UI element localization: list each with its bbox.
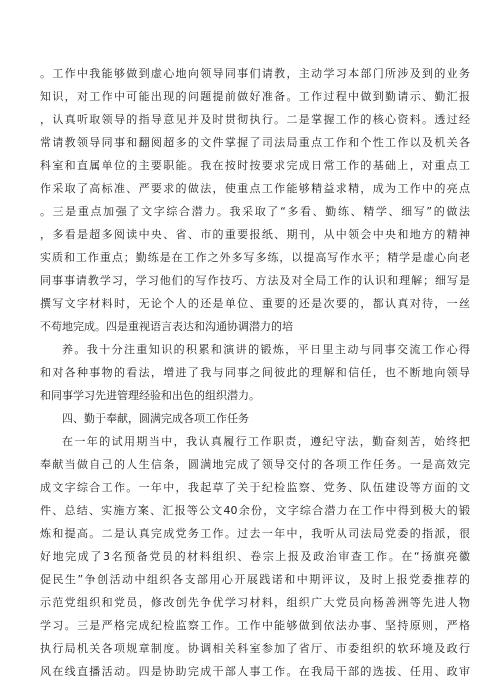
text-line: 实质和工作重点；勤练是在工作之外多写多练，以提高写作水平；精学是虚心向老 [40,251,470,264]
text-line: 件、总结、实施方案、汇报等公文40余份，文字综合潜力在工作中得到极大的锻 [40,504,470,517]
text-line: 养。我十分注重知识的积累和演讲的锻炼，平日里主动与同事交流工作心得 [62,343,470,356]
text-line: 科室和直属单位的主要职能。我在按时按要求完成日常工作的基础上，对重点工 [40,159,470,172]
text-line: 四、勤于奉献，圆满完成各项工作任务 [62,412,249,425]
text-line: 不苟地完成。四是重视语言表达和沟通协调潜力的培 [40,320,293,333]
text-line: 在一年的试用期当中，我认真履行工作职责，遵纪守法，勤奋刻苦，始终把 [62,435,470,448]
text-line: 知识，对工作中可能出现的问题提前做好准备。工作过程中做到勤请示、勤汇报 [40,90,470,103]
text-line: 奉献当做自己的人生信条，圆满地完成了领导交付的各项工作任务。一是高效完 [40,458,470,471]
text-line: 。工作中我能够做到虚心地向领导同事们请教，主动学习本部门所涉及到的业务 [40,67,470,80]
text-line: ，认真听取领导的指导意见并及时贯彻执行。二是掌握工作的核心资料。透过经 [40,113,470,126]
text-line: 成文字综合工作。一年中，我起草了关于纪检监察、党务、队伍建设等方面的文 [40,481,470,494]
text-line: 风在线直播活动。四是协助完成干部人事工作。在我局干部的选拔、任用、政审 [40,665,470,678]
text-line: 执行局机关各项规章制度。协调相关科室参加了省厅、市委组织的软环境及政行 [40,642,470,655]
text-line: 好地完成了3名预备党员的材料组织、卷宗上报及政治审查工作。在“扬旗亮徽 [40,550,470,563]
text-line: 撰写文字材料时，无论个人的还是单位、重要的还是次要的，都认真对待，一丝 [40,297,470,310]
text-line: ，多看是超多阅读中央、省、市的重要报纸、期刊，从中领会中央和地方的精神 [40,228,470,241]
text-line: 作采取了高标准、严要求的做法，使重点工作能够精益求精，成为工作中的亮点 [40,182,470,195]
text-line: 促民生”争创活动中组织各支部用心开展践诺和中期评议，及时上报党委推荐的 [40,573,470,586]
text-line: 学习。三是严格完成纪检监察工作。工作中能够做到依法办事、坚持原则，严格 [40,619,470,632]
text-line: 和对各种事物的看法，增进了我与同事之间彼此的理解和信任，也不断地向领导 [40,366,470,379]
text-line: 。三是重点加强了文字综合潜力。我采取了“多看、勤练、精学、细写”的做法 [40,205,470,218]
text-line: 常请教领导同事和翻阅超多的文件掌握了司法局重点工作和个性工作以及机关各 [40,136,470,149]
body-text [40,62,470,683]
text-line: 同事事请教学习，学习他们的写作技巧、方法及对全局工作的认识和理解；细写是 [40,274,470,287]
text-line: 示范党组织和党员，修改创先争优学习材料，组织广大党员向杨善洲等先进人物 [40,596,470,609]
text-line: 炼和提高。二是认真完成党务工作。过去一年中，我听从司法局党委的指派，很 [40,527,470,540]
text-line: 和同事学习先进管理经验和出色的组织潜力。 [40,389,260,402]
